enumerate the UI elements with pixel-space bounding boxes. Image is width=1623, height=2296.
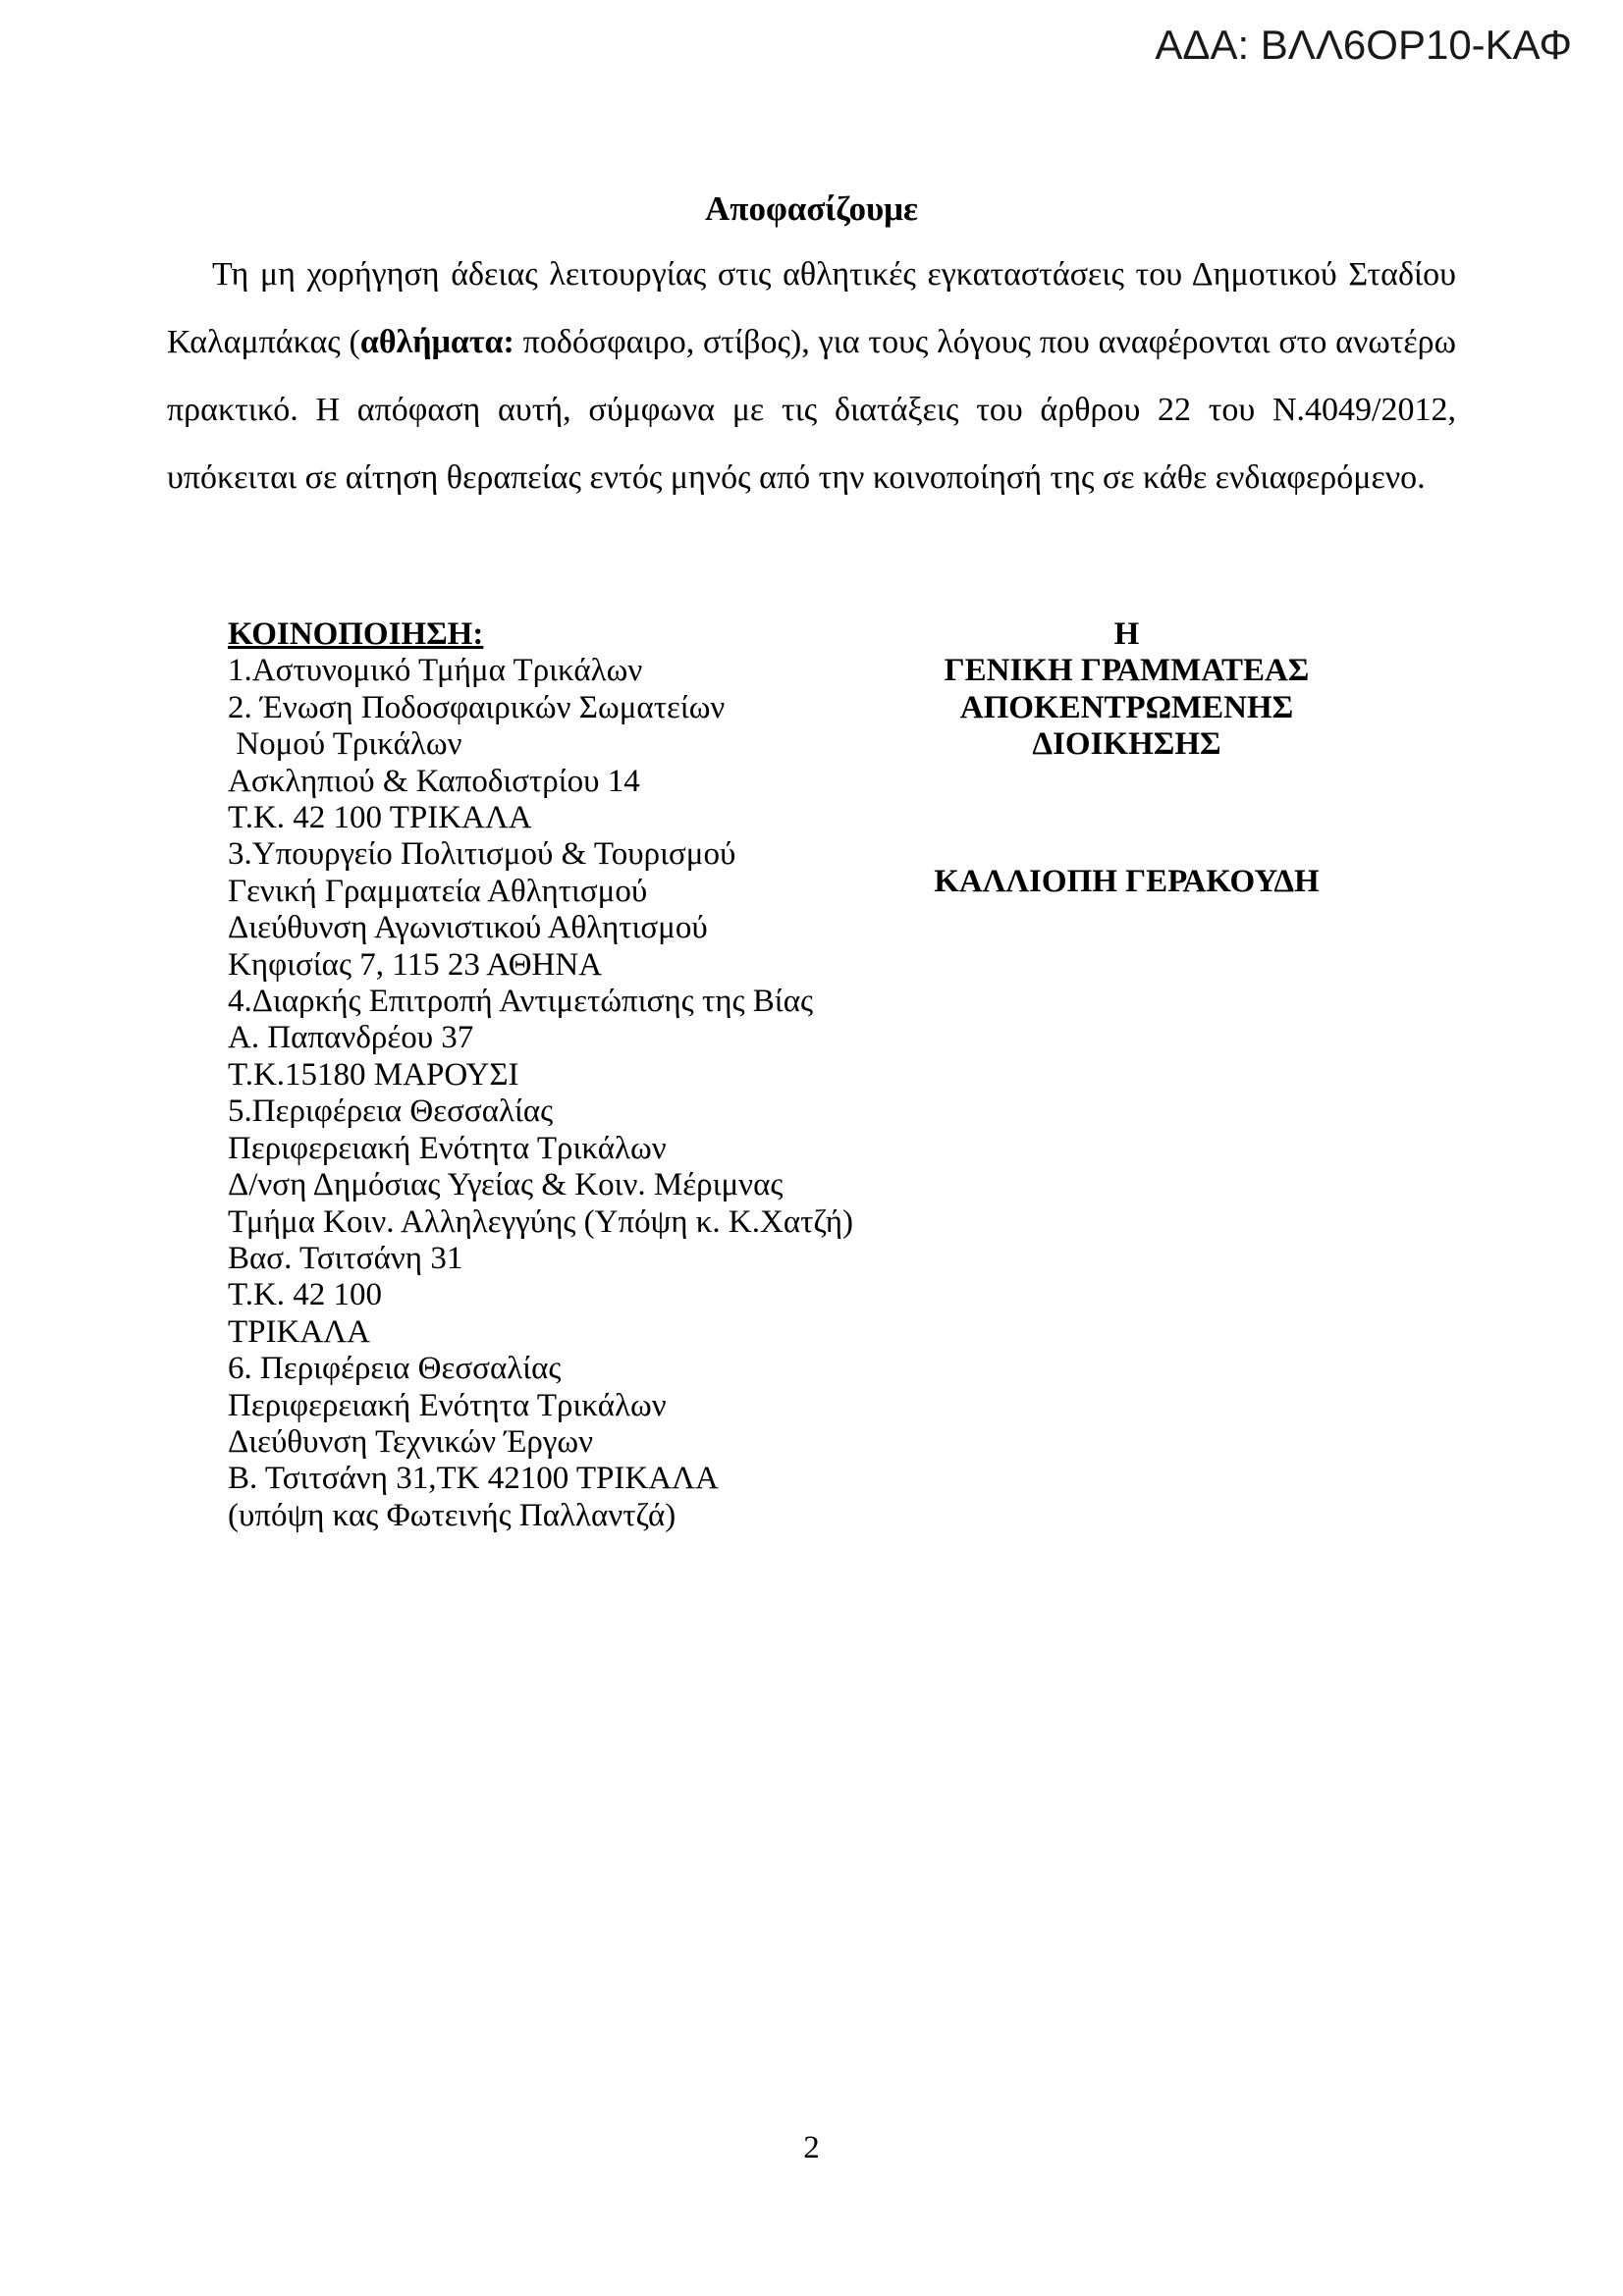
decision-paragraph-text-2: ποδόσφαιρο, στίβος), για τους λόγους που αναφέρονται στο ανωτέρω πρακτικό. Η απόφαση αυτή, σύμφωνα με τις διατάξεις του άρθρου 22 του Ν.4049/2012, υπόκειται σε αίτηση θεραπείας εντός μηνός από την κοινοποίησή της σε κάθε ενδιαφερόμενο. — [167, 324, 1457, 496]
signature-title-line: ΔΙΟΙΚΗΣΗΣ — [1032, 726, 1221, 763]
signature-title-line: ΓΕΝΙΚΗ ΓΡΑΜΜΑΤΕΑΣ — [944, 653, 1310, 689]
notification-line: Διεύθυνση Τεχνικών Έργων — [228, 1423, 594, 1460]
notification-line: Κηφισίας 7, 115 23 ΑΘΗΝΑ — [228, 946, 603, 983]
decision-title: Αποφασίζουμε — [705, 189, 918, 228]
notification-line: 1.Αστυνομικό Τμήμα Τρικάλων — [228, 653, 643, 689]
signature-spacer — [913, 764, 1340, 864]
decision-paragraph — [167, 240, 1456, 511]
notification-line: Διεύθυνση Αγωνιστικού Αθλητισμού — [228, 910, 708, 946]
notification-line: Α. Παπανδρέου 37 — [228, 1020, 474, 1056]
signature-title-line: ΑΠΟΚΕΝΤΡΩΜΕΝΗΣ — [959, 689, 1294, 725]
notification-line: Τ.Κ.15180 ΜΑΡΟΥΣΙ — [228, 1056, 519, 1093]
notification-line: Νομού Τρικάλων — [228, 726, 462, 763]
signature-article: Η — [1113, 616, 1140, 652]
notification-line: Περιφερειακή Ενότητα Τρικάλων — [228, 1387, 667, 1423]
notification-line: Γενική Γραμματεία Αθλητισμού — [228, 873, 648, 909]
signature-block — [913, 616, 1340, 900]
notification-line: Ασκληπιού & Καποδιστρίου 14 — [228, 763, 640, 799]
notification-line: Περιφερειακή Ενότητα Τρικάλων — [228, 1130, 667, 1166]
notification-line: (υπόψη κας Φωτεινής Παλλαντζά) — [228, 1497, 676, 1533]
notification-line: 4.Διαρκής Επιτροπή Αντιμετώπισης της Βίας — [228, 984, 814, 1020]
notification-line: Βασ. Τσιτσάνη 31 — [228, 1240, 463, 1276]
notification-line: Τ.Κ. 42 100 — [228, 1277, 383, 1313]
decision-paragraph-bold-term: αθλήματα: — [359, 324, 514, 360]
notification-line: 6. Περιφέρεια Θεσσαλίας — [228, 1351, 562, 1387]
notification-line: Τμήμα Κοιν. Αλληλεγγύης (Υπόψη κ. Κ.Χατζή) — [228, 1203, 854, 1240]
page-number: 2 — [803, 2130, 820, 2165]
decision-paragraph-text-1: Τη μη χορήγηση άδειας λειτουργίας στις αθλητικές εγκαταστάσεις του Δημοτικού Σταδίου Καλαμπάκας ( — [167, 256, 1456, 360]
notification-list — [228, 616, 876, 1534]
notification-line: Β. Τσιτσάνη 31,ΤΚ 42100 ΤΡΙΚΑΛΑ — [228, 1461, 719, 1497]
notification-line: Δ/νση Δημόσιας Υγείας & Κοιν. Μέριμνας — [228, 1167, 784, 1203]
notification-line: 2. Ένωση Ποδοσφαιρικών Σωματείων — [228, 689, 726, 725]
notification-line: ΤΡΙΚΑΛΑ — [228, 1313, 370, 1350]
notification-line: Τ.Κ. 42 100 ΤΡΙΚΑΛΑ — [228, 800, 532, 836]
signatory-name: ΚΑΛΛΙΟΠΗ ΓΕΡΑΚΟΥΔΗ — [934, 863, 1320, 899]
notification-line: 3.Υπουργείο Πολιτισμού & Τουρισμού — [228, 836, 736, 873]
notification-line: 5.Περιφέρεια Θεσσαλίας — [228, 1094, 554, 1130]
notification-heading: ΚΟΙΝΟΠΟΙΗΣΗ: — [228, 616, 484, 652]
ada-code: ΑΔΑ: ΒΛΛ6ΟΡ10-ΚΑΦ — [1155, 22, 1572, 68]
